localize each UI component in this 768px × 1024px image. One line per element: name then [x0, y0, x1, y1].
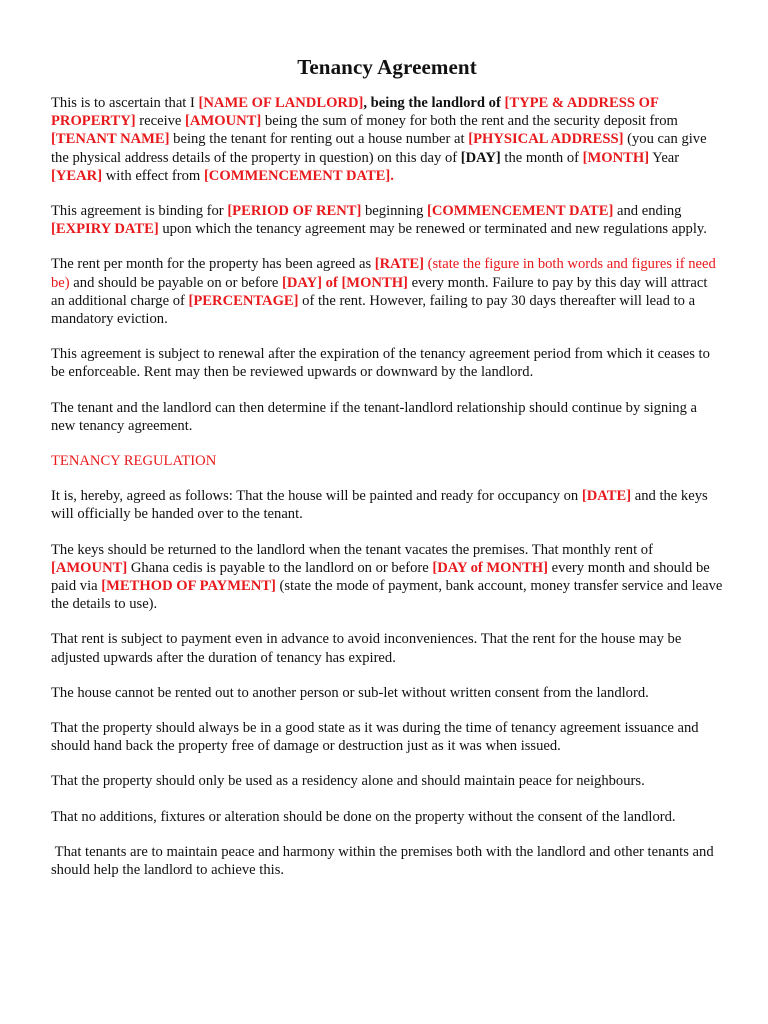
placeholder-amount: [AMOUNT] [185, 113, 262, 130]
text: Year [649, 149, 680, 166]
text: Ghana cedis is payable to the landlord on or before [127, 559, 433, 576]
text: and should be payable on or before [69, 274, 282, 291]
text: with effect from [102, 167, 204, 184]
text: This is to ascertain that I [51, 95, 199, 111]
text: This agreement is binding for [51, 203, 228, 220]
text: being the sum of money for both the rent and the security deposit from [261, 113, 678, 130]
placeholder-date: [DATE] [581, 488, 632, 505]
instruction-note: (state the figure in both words and figures if need be) [51, 256, 716, 291]
section-heading-tenancy-regulation: TENANCY REGULATION [51, 453, 217, 470]
text: It is, hereby, agreed as follows: That the house will be painted and ready for occupancy on [51, 488, 582, 505]
text: and the keys will officially be handed over to the tenant. [51, 488, 708, 523]
text: every month and should be paid via [51, 559, 710, 595]
text: beginning [361, 203, 428, 220]
placeholder-method-of-payment: [METHOD OF PAYMENT] [101, 578, 276, 595]
text: , being the landlord of [363, 95, 505, 111]
placeholder-expiry-date: [EXPIRY DATE] [51, 221, 159, 238]
text: being the tenant for renting out a house number at [169, 131, 469, 148]
paragraph-term [51, 202, 723, 238]
text: and ending [613, 203, 682, 220]
placeholder-physical-address: [PHYSICAL ADDRESS] [468, 131, 624, 148]
placeholder-commencement-date: [COMMENCEMENT DATE]. [203, 167, 394, 184]
placeholder-landlord-name: [NAME OF LANDLORD] [198, 95, 364, 111]
document-title: Tenancy Agreement [297, 55, 477, 79]
placeholder-commencement-date: [COMMENCEMENT DATE] [427, 203, 614, 220]
placeholder-tenant-name: [TENANT NAME] [51, 131, 170, 148]
text: The rent per month for the property has been agreed as [51, 256, 375, 273]
placeholder-day: [DAY] [460, 149, 501, 166]
placeholder-period-of-rent: [PERIOD OF RENT] [227, 203, 362, 220]
paragraph-keys-payment [51, 541, 723, 614]
text: receive [135, 113, 186, 130]
text: (state the mode of payment, bank account, money transfer service and leave the details to use). [51, 578, 723, 613]
paragraph-parties [51, 94, 723, 185]
document-page [51, 50, 723, 896]
paragraph-rent [51, 255, 723, 328]
paragraph-sublet: The house cannot be rented out to another person or sub-let without written consent from the landlord. [51, 684, 649, 701]
placeholder-month: [MONTH] [582, 149, 650, 166]
placeholder-percentage: [PERCENTAGE] [188, 292, 299, 309]
placeholder-amount: [AMOUNT] [51, 559, 128, 576]
paragraph-occupancy [51, 487, 723, 523]
paragraph-advance-payment: That rent is subject to payment even in advance to avoid inconveniences. That the rent for the house may be adjusted upwards after the duration of tenancy has expired. [51, 631, 682, 666]
placeholder-year: [YEAR] [51, 167, 103, 184]
text: the month of [500, 149, 583, 166]
paragraph-property-state: That the property should always be in a good state as it was during the time of tenancy agreement issuance and should hand back the property free of damage or destruction just as it was when issued. [51, 720, 699, 755]
text: (you can give the physical address details of the property in question) on this day of [51, 131, 707, 166]
paragraph-relationship: The tenant and the landlord can then determine if the tenant-landlord relationship should continue by signing a new tenancy agreement. [51, 399, 697, 434]
placeholder-rate: [RATE] [374, 256, 424, 273]
paragraph-alterations: That no additions, fixtures or alteration should be done on the property without the consent of the landlord. [51, 808, 676, 825]
placeholder-property-type-address: [TYPE & ADDRESS OF PROPERTY] [51, 95, 659, 130]
text: of the rent. However, failing to pay 30 days thereafter will lead to a mandatory eviction. [51, 292, 696, 328]
paragraph-renewal: This agreement is subject to renewal after the expiration of the tenancy agreement period from which it ceases to be enforceable. Rent may then be reviewed upwards or downward by the landlord. [51, 346, 710, 381]
placeholder-day-of-month: [DAY of MONTH] [432, 559, 549, 576]
text: The keys should be returned to the landlord when the tenant vacates the premises. That monthly rent of [51, 541, 653, 558]
paragraph-residency: That the property should only be used as a residency alone and should maintain peace for neighbours. [51, 773, 645, 790]
text: upon which the tenancy agreement may be renewed or terminated and new regulations apply. [158, 221, 707, 238]
paragraph-peace: That tenants are to maintain peace and harmony within the premises both with the landlord and other tenants and should help the landlord to achieve this. [51, 843, 718, 879]
placeholder-day-of-month: [DAY] of [MONTH] [282, 274, 408, 291]
text: every month. Failure to pay by this day will attract an additional charge of [51, 274, 708, 309]
